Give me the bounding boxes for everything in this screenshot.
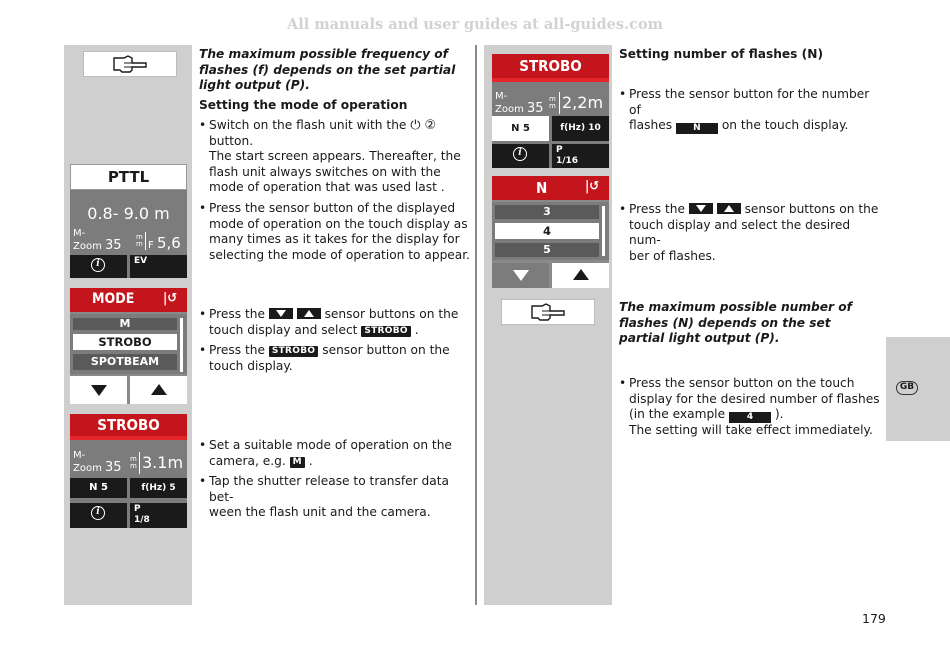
m-chip: M	[290, 457, 305, 468]
back-icon[interactable]: |↺	[585, 179, 600, 194]
left-bullet-shutter	[199, 474, 471, 521]
bullet-dot: •	[199, 438, 207, 452]
mode-item-m[interactable]: M	[73, 318, 177, 330]
page-number: 179	[862, 611, 886, 626]
strobo1-info-button[interactable]	[70, 503, 127, 528]
info-icon: i	[513, 147, 527, 161]
left-bullet-switch-on	[199, 118, 471, 196]
strobo1-distance: 3.1m	[142, 453, 184, 472]
pttl-f-label: F	[148, 240, 154, 251]
note-hand-box-right	[501, 299, 595, 325]
arrow-up-icon	[573, 269, 589, 280]
pttl-ev-label: EV	[134, 256, 148, 266]
right-note: The maximum possible number of flashes (N) depends on the set partial light output (P).	[619, 300, 852, 346]
strobo1-zoom-value: 35	[105, 460, 122, 475]
left-bullet-camera-mode	[199, 438, 471, 469]
left-bullet-press-sensor	[199, 201, 471, 263]
four-chip: 4	[729, 412, 771, 423]
pttl-f-value: 5,6	[156, 234, 181, 252]
b4-text-c: touch display.	[209, 358, 293, 373]
left-heading-mode: Setting the mode of operation	[199, 98, 408, 112]
b1-text-b: button.	[209, 133, 254, 148]
arrow-up-icon	[151, 384, 167, 395]
strobo2-stripe	[492, 78, 609, 82]
arrow-down-icon	[269, 308, 293, 319]
n-item-4[interactable]: 4	[495, 223, 599, 239]
watermark: All manuals and user guides at all-guides.com	[287, 16, 663, 33]
strobo1-p-label: P	[134, 504, 141, 514]
left-note: The maximum possible frequency of flashes (f) depends on the set partial light output (P).	[199, 47, 456, 93]
rb3-text-a: Press the sensor button on the touch	[629, 376, 855, 390]
b1-text-d: flash unit always switches on with the	[209, 164, 441, 179]
n-item-5[interactable]: 5	[495, 243, 599, 257]
strobo2-p-value: 1/16	[556, 156, 579, 166]
rb3-text-d: ).	[774, 407, 784, 422]
b3-end: .	[414, 322, 419, 337]
strobo2-f-button[interactable]: f(Hz) 10	[552, 116, 609, 141]
strobo2-zoom-value: 35	[527, 101, 544, 116]
pttl-screen	[70, 164, 187, 278]
pttl-range: 0.8- 9.0 m	[87, 204, 170, 223]
rb3-text-c: (in the example	[629, 407, 726, 422]
column-divider	[475, 45, 477, 605]
power-icon: ⏻	[410, 118, 421, 133]
n-title: N	[536, 179, 548, 197]
bullet-dot: •	[619, 376, 627, 390]
mode-item-strobo[interactable]: STROBO	[73, 334, 177, 350]
back-icon[interactable]: |↺	[163, 291, 178, 306]
n-chip: N	[676, 123, 718, 134]
strobo1-n-button[interactable]: N 5	[70, 478, 127, 498]
b1-text-a: Switch on the flash unit with the	[209, 118, 407, 132]
rb3-text-b: display for the desired number of flashes	[629, 391, 880, 406]
mode-down-button[interactable]	[70, 376, 127, 404]
strobo-screen-1	[70, 414, 187, 528]
strobo1-stripe	[70, 436, 187, 440]
strobo1-f-button[interactable]: f(Hz) 5	[130, 478, 187, 498]
rb3-text-e: The setting will take effect immediately.	[629, 423, 873, 438]
rb1-text-c: on the touch display.	[721, 118, 849, 133]
b1-text-e: mode of operation that was used last .	[209, 180, 445, 195]
rb1-text-b: flashes	[629, 118, 673, 133]
n-header	[492, 176, 609, 200]
arrow-down-icon	[91, 385, 107, 396]
strobo2-zoom-label: Zoom	[495, 104, 524, 115]
bullet-dot: •	[199, 201, 207, 215]
strobo1-zoom	[73, 460, 122, 475]
b5-text-b: camera, e.g.	[209, 453, 286, 468]
n-down-button[interactable]	[492, 263, 549, 288]
pttl-mm: m m	[136, 233, 143, 248]
strobo1-m: M-	[73, 450, 86, 461]
info-icon: i	[91, 258, 105, 272]
strobo1-header: STROBO	[70, 414, 187, 436]
arrow-down-icon	[513, 270, 529, 281]
note-hand-box-left	[83, 51, 177, 77]
n-scrollbar[interactable]	[602, 206, 605, 256]
info-icon: i	[91, 506, 105, 520]
b3-text-c: touch display and select	[209, 322, 358, 337]
strobo-screen-2	[492, 54, 609, 168]
b3-text-b: sensor buttons on the	[324, 307, 459, 321]
strobo2-mm: m m	[549, 95, 556, 110]
rb2-text-b: sensor buttons on the	[744, 202, 879, 216]
rb2-text-a: Press the	[629, 202, 685, 216]
mode-scrollbar[interactable]	[180, 318, 183, 372]
bullet-dot: •	[199, 343, 207, 357]
mode-title: MODE	[92, 291, 135, 307]
b5-end: .	[308, 453, 313, 468]
strobo2-sep	[559, 92, 560, 114]
rb1-text-a: Press the sensor button for the number of	[629, 87, 870, 117]
language-badge: GB	[896, 381, 918, 395]
pttl-sep	[145, 232, 146, 250]
strobo1-p-button[interactable]	[130, 503, 187, 528]
arrow-up-icon	[297, 308, 321, 319]
pttl-info-button[interactable]	[70, 255, 127, 278]
strobo2-header: STROBO	[492, 54, 609, 78]
b6-text-a: Tap the shutter release to transfer data bet-	[209, 474, 449, 504]
arrow-up-icon	[717, 203, 741, 214]
hand-pointing-icon	[84, 52, 176, 76]
arrow-down-icon	[689, 203, 713, 214]
b2-line-1: Press the sensor button of the displayed	[209, 201, 456, 215]
pttl-zoom-value: 35	[105, 238, 122, 253]
strobo1-zoom-label: Zoom	[73, 463, 102, 474]
bullet-dot: •	[199, 474, 207, 488]
right-bullet-n-button	[619, 87, 881, 134]
strobo-chip: STROBO	[269, 346, 319, 357]
right-bullet-desired-number	[619, 376, 881, 439]
strobo1-mm: m m	[130, 455, 137, 470]
left-bullet-select-strobo	[199, 307, 471, 338]
n-item-3[interactable]: 3	[495, 205, 599, 219]
mode-header	[70, 288, 187, 312]
strobo2-m: M-	[495, 91, 508, 102]
b5-text-a: Set a suitable mode of operation on the	[209, 438, 452, 452]
b6-text-b: ween the flash unit and the camera.	[209, 505, 431, 520]
mode-item-spotbeam[interactable]: SPOTBEAM	[73, 354, 177, 370]
pttl-title: PTTL	[70, 164, 187, 190]
strobo2-distance: 2,2m	[562, 93, 604, 112]
b2-line-3: many times as it takes for the display for	[209, 232, 460, 247]
strobo2-zoom	[495, 101, 544, 116]
b1-text-c: The start screen appears. Thereafter, the	[209, 149, 461, 164]
left-bullet-press-strobo	[199, 343, 471, 374]
b4-text-b: sensor button on the	[322, 343, 450, 357]
b3-text-a: Press the	[209, 307, 265, 321]
pttl-f	[148, 234, 181, 252]
b4-text-a: Press the	[209, 343, 265, 357]
b2-line-2: mode of operation on the touch display as	[209, 216, 468, 231]
bullet-dot: •	[199, 307, 207, 321]
strobo2-info-button[interactable]	[492, 144, 549, 168]
n-up-button[interactable]	[552, 263, 609, 288]
strobo1-sep	[139, 452, 140, 474]
right-bullet-select-number	[619, 202, 881, 264]
pttl-ev-button[interactable]	[130, 255, 187, 278]
rb2-text-c: touch display and select the desired num-	[629, 217, 851, 248]
mode-screen	[70, 288, 187, 404]
bullet-dot: •	[619, 87, 627, 101]
right-heading: Setting number of flashes (N)	[619, 47, 824, 61]
hand-pointing-icon	[502, 300, 594, 324]
pttl-m: M-	[73, 228, 86, 239]
n-select-screen	[492, 176, 609, 288]
number-2-icon: ②	[424, 118, 437, 133]
bullet-dot: •	[619, 202, 627, 216]
bullet-dot: •	[199, 118, 207, 132]
pttl-zoom	[73, 238, 122, 253]
rb2-text-d: ber of flashes.	[629, 248, 716, 263]
strobo-chip: STROBO	[361, 326, 411, 337]
pttl-zoom-label: Zoom	[73, 241, 102, 252]
strobo2-n-button[interactable]: N 5	[492, 116, 549, 141]
mode-up-button[interactable]	[130, 376, 187, 404]
strobo1-p-value: 1/8	[134, 515, 150, 525]
b2-line-4: selecting the mode of operation to appear.	[209, 247, 471, 262]
strobo2-p-button[interactable]	[552, 144, 609, 168]
strobo2-p-label: P	[556, 145, 563, 155]
